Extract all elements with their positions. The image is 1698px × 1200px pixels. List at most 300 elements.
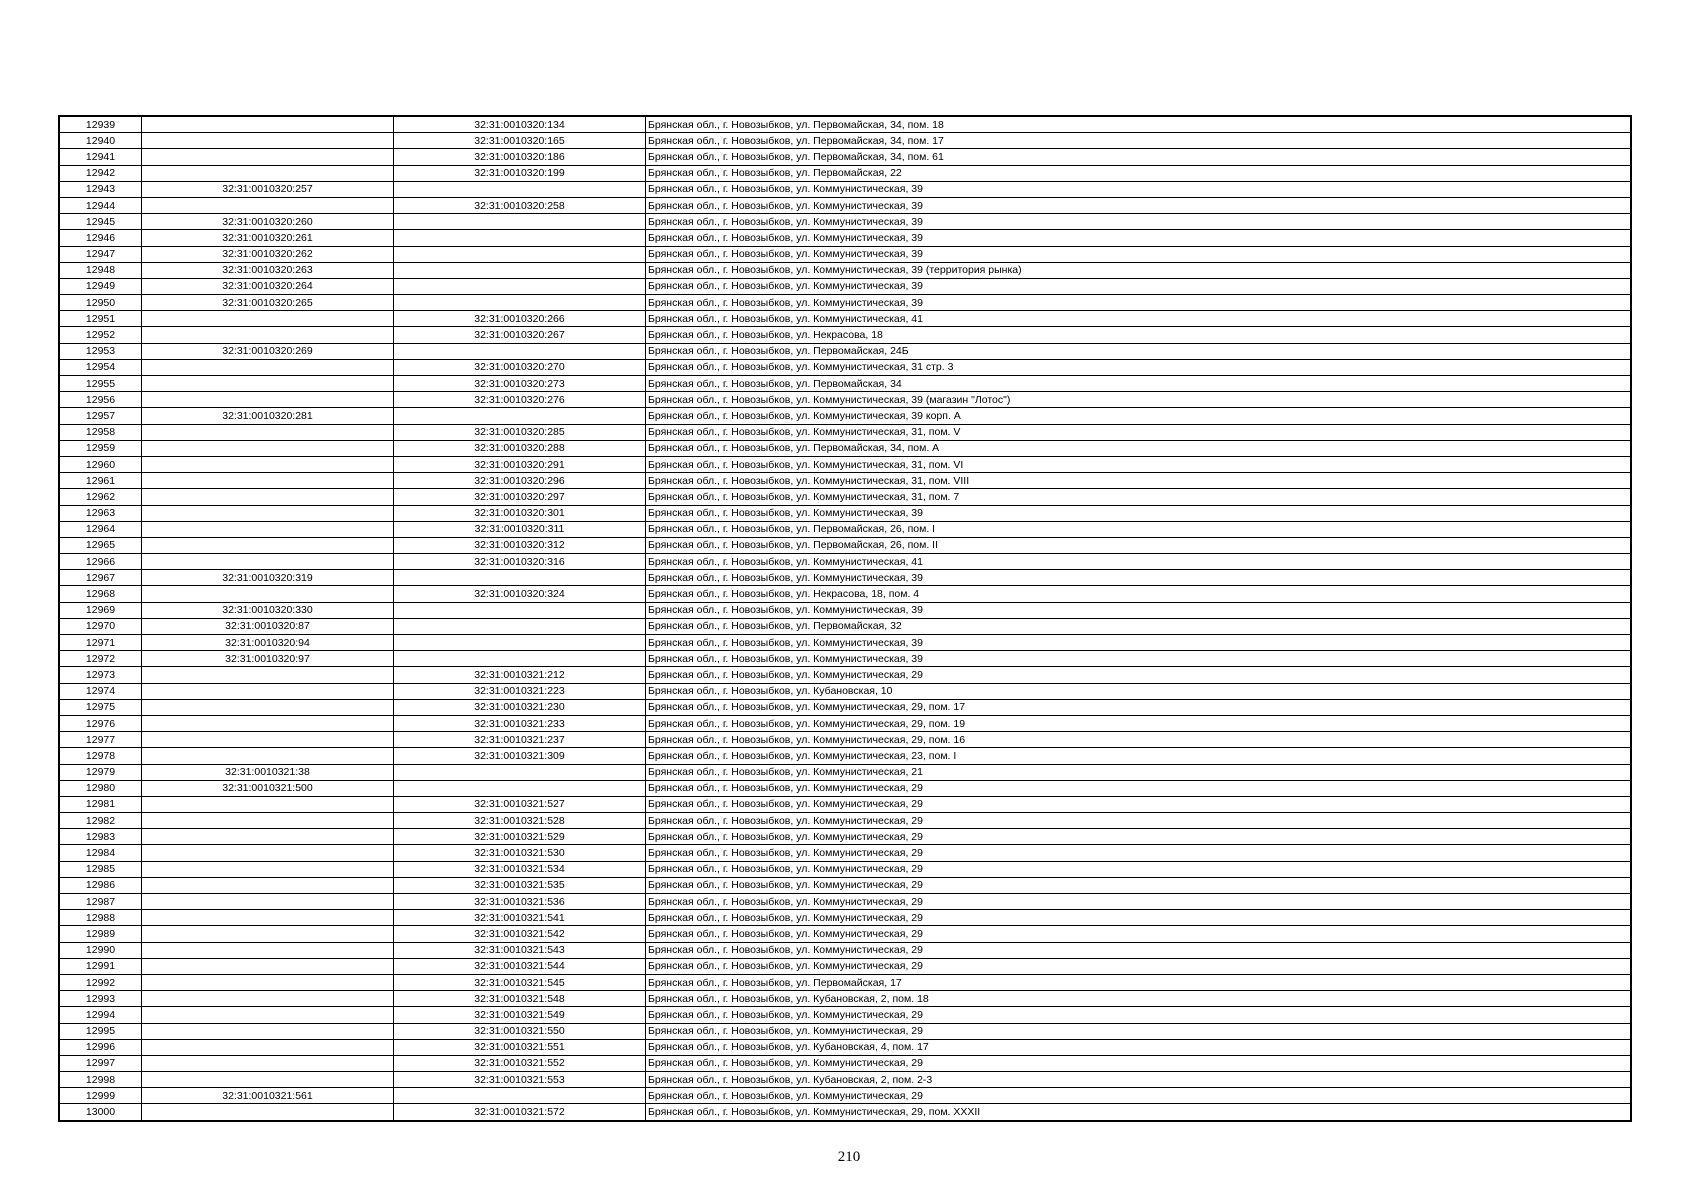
row-number-cell: 12951 [59,311,142,327]
cadastral-number-cell [142,1072,394,1088]
row-number-cell: 12976 [59,715,142,731]
table-row [59,246,1631,262]
cadastral-number-cell [142,861,394,877]
table-row [59,311,1631,327]
address-cell: Брянская обл., г. Новозыбков, ул. Коммунистическая, 31, пом. V [646,424,1632,440]
address-cell: Брянская обл., г. Новозыбков, ул. Коммунистическая, 29, пом. 17 [646,699,1632,715]
address-cell: Брянская обл., г. Новозыбков, ул. Некрасова, 18, пом. 4 [646,586,1632,602]
row-number-cell: 12955 [59,376,142,392]
cadastral-number-cell: 32:31:0010320:312 [394,537,646,553]
cadastral-number-cell [394,214,646,230]
address-cell: Брянская обл., г. Новозыбков, ул. Первомайская, 32 [646,618,1632,634]
table-row [59,392,1631,408]
cadastral-number-cell: 32:31:0010321:550 [394,1023,646,1039]
row-number-cell: 12981 [59,796,142,812]
table-row [59,748,1631,764]
address-cell: Брянская обл., г. Новозыбков, ул. Первомайская, 34, пом. А [646,440,1632,456]
table-row [59,683,1631,699]
cadastral-number-cell [394,618,646,634]
address-cell: Брянская обл., г. Новозыбков, ул. Коммунистическая, 31, пом. VIII [646,473,1632,489]
address-cell: Брянская обл., г. Новозыбков, ул. Кубановская, 2, пом. 18 [646,991,1632,1007]
row-number-cell: 12997 [59,1055,142,1071]
table-row [59,958,1631,974]
table-row [59,473,1631,489]
cadastral-number-cell [394,651,646,667]
table-row [59,780,1631,796]
row-number-cell: 12952 [59,327,142,343]
cadastral-number-cell: 32:31:0010321:544 [394,958,646,974]
address-cell: Брянская обл., г. Новозыбков, ул. Коммунистическая, 23, пом. I [646,748,1632,764]
address-cell: Брянская обл., г. Новозыбков, ул. Коммунистическая, 29 [646,1023,1632,1039]
row-number-cell: 12994 [59,1007,142,1023]
cadastral-number-cell: 32:31:0010321:548 [394,991,646,1007]
cadastral-number-cell: 32:31:0010320:262 [142,246,394,262]
address-cell: Брянская обл., г. Новозыбков, ул. Коммунистическая, 39 (магазин "Лотос") [646,392,1632,408]
table-row [59,618,1631,634]
cadastral-number-cell [142,699,394,715]
address-cell: Брянская обл., г. Новозыбков, ул. Кубановская, 10 [646,683,1632,699]
cadastral-number-cell: 32:31:0010321:552 [394,1055,646,1071]
table-row [59,1007,1631,1023]
row-number-cell: 12943 [59,181,142,197]
address-cell: Брянская обл., г. Новозыбков, ул. Первомайская, 22 [646,165,1632,181]
registry-table [58,115,1632,1122]
table-row [59,359,1631,375]
table-row [59,1072,1631,1088]
table-row [59,1104,1631,1121]
row-number-cell: 12941 [59,149,142,165]
table-row [59,1039,1631,1055]
address-cell: Брянская обл., г. Новозыбков, ул. Коммунистическая, 39 [646,278,1632,294]
address-cell: Брянская обл., г. Новозыбков, ул. Коммунистическая, 31 стр. 3 [646,359,1632,375]
cadastral-number-cell [394,262,646,278]
cadastral-number-cell [142,748,394,764]
row-number-cell: 12982 [59,813,142,829]
table-row [59,116,1631,133]
row-number-cell: 12978 [59,748,142,764]
cadastral-number-cell: 32:31:0010320:87 [142,618,394,634]
cadastral-number-cell: 32:31:0010320:316 [394,554,646,570]
row-number-cell: 12948 [59,262,142,278]
address-cell: Брянская обл., г. Новозыбков, ул. Коммунистическая, 29 [646,829,1632,845]
cadastral-number-cell [142,991,394,1007]
cadastral-number-cell [142,359,394,375]
address-cell: Брянская обл., г. Новозыбков, ул. Коммунистическая, 39 [646,635,1632,651]
address-cell: Брянская обл., г. Новозыбков, ул. Коммунистическая, 39 [646,181,1632,197]
table-row [59,489,1631,505]
cadastral-number-cell [142,829,394,845]
row-number-cell: 12995 [59,1023,142,1039]
row-number-cell: 12953 [59,343,142,359]
row-number-cell: 12990 [59,942,142,958]
registry-table-body [59,116,1631,1121]
address-cell: Брянская обл., г. Новозыбков, ул. Первомайская, 17 [646,974,1632,990]
address-cell: Брянская обл., г. Новозыбков, ул. Коммунистическая, 29 [646,1007,1632,1023]
cadastral-number-cell: 32:31:0010321:223 [394,683,646,699]
table-row [59,764,1631,780]
cadastral-number-cell [142,554,394,570]
row-number-cell: 12973 [59,667,142,683]
cadastral-number-cell: 32:31:0010320:281 [142,408,394,424]
cadastral-number-cell [142,424,394,440]
row-number-cell: 12947 [59,246,142,262]
row-number-cell: 12992 [59,974,142,990]
address-cell: Брянская обл., г. Новозыбков, ул. Коммунистическая, 29 [646,1088,1632,1104]
table-row [59,537,1631,553]
cadastral-number-cell: 32:31:0010321:541 [394,910,646,926]
cadastral-number-cell: 32:31:0010320:301 [394,505,646,521]
address-cell: Брянская обл., г. Новозыбков, ул. Коммунистическая, 39 [646,246,1632,262]
address-cell: Брянская обл., г. Новозыбков, ул. Коммунистическая, 29 [646,942,1632,958]
cadastral-number-cell: 32:31:0010320:261 [142,230,394,246]
row-number-cell: 12968 [59,586,142,602]
row-number-cell: 12988 [59,910,142,926]
address-cell: Брянская обл., г. Новозыбков, ул. Коммунистическая, 29, пом. 19 [646,715,1632,731]
cadastral-number-cell: 32:31:0010321:529 [394,829,646,845]
table-row [59,230,1631,246]
cadastral-number-cell: 32:31:0010320:257 [142,181,394,197]
cadastral-number-cell: 32:31:0010321:534 [394,861,646,877]
cadastral-number-cell: 32:31:0010321:38 [142,764,394,780]
table-row [59,376,1631,392]
address-cell: Брянская обл., г. Новозыбков, ул. Коммунистическая, 29 [646,667,1632,683]
table-row [59,877,1631,893]
address-cell: Брянская обл., г. Новозыбков, ул. Коммунистическая, 31, пом. VI [646,456,1632,472]
cadastral-number-cell [394,408,646,424]
cadastral-number-cell: 32:31:0010320:97 [142,651,394,667]
address-cell: Брянская обл., г. Новозыбков, ул. Коммунистическая, 29 [646,877,1632,893]
address-cell: Брянская обл., г. Новозыбков, ул. Коммунистическая, 31, пом. 7 [646,489,1632,505]
address-cell: Брянская обл., г. Новозыбков, ул. Коммунистическая, 41 [646,311,1632,327]
address-cell: Брянская обл., г. Новозыбков, ул. Коммунистическая, 39 [646,295,1632,311]
table-row [59,667,1631,683]
address-cell: Брянская обл., г. Новозыбков, ул. Первомайская, 34, пом. 61 [646,149,1632,165]
cadastral-number-cell: 32:31:0010321:237 [394,732,646,748]
table-row [59,845,1631,861]
cadastral-number-cell [142,505,394,521]
row-number-cell: 12949 [59,278,142,294]
address-cell: Брянская обл., г. Новозыбков, ул. Коммунистическая, 39 (территория рынка) [646,262,1632,278]
table-row [59,991,1631,1007]
cadastral-number-cell: 32:31:0010320:263 [142,262,394,278]
table-row [59,554,1631,570]
row-number-cell: 12984 [59,845,142,861]
cadastral-number-cell [394,570,646,586]
table-row [59,974,1631,990]
cadastral-number-cell [142,473,394,489]
row-number-cell: 12962 [59,489,142,505]
cadastral-number-cell: 32:31:0010321:572 [394,1104,646,1121]
row-number-cell: 12957 [59,408,142,424]
cadastral-number-cell: 32:31:0010320:266 [394,311,646,327]
cadastral-number-cell [142,440,394,456]
cadastral-number-cell [142,1104,394,1121]
address-cell: Брянская обл., г. Новозыбков, ул. Коммунистическая, 39 [646,570,1632,586]
address-cell: Брянская обл., г. Новозыбков, ул. Коммунистическая, 29 [646,958,1632,974]
page-number: 210 [837,1149,861,1165]
address-cell: Брянская обл., г. Новозыбков, ул. Коммунистическая, 29 [646,813,1632,829]
row-number-cell: 12996 [59,1039,142,1055]
address-cell: Брянская обл., г. Новозыбков, ул. Коммунистическая, 39 [646,505,1632,521]
cadastral-number-cell: 32:31:0010321:549 [394,1007,646,1023]
row-number-cell: 12987 [59,894,142,910]
cadastral-number-cell [142,149,394,165]
table-row [59,440,1631,456]
row-number-cell: 12970 [59,618,142,634]
address-cell: Брянская обл., г. Новозыбков, ул. Коммунистическая, 29 [646,1055,1632,1071]
cadastral-number-cell: 32:31:0010320:270 [394,359,646,375]
row-number-cell: 12985 [59,861,142,877]
cadastral-number-cell [142,813,394,829]
cadastral-number-cell: 32:31:0010321:545 [394,974,646,990]
table-row [59,197,1631,213]
table-row [59,521,1631,537]
address-cell: Брянская обл., г. Новозыбков, ул. Коммунистическая, 39 [646,197,1632,213]
row-number-cell: 12956 [59,392,142,408]
address-cell: Брянская обл., г. Новозыбков, ул. Первомайская, 24Б [646,343,1632,359]
cadastral-number-cell [142,133,394,149]
table-row [59,1088,1631,1104]
row-number-cell: 12972 [59,651,142,667]
cadastral-number-cell: 32:31:0010321:500 [142,780,394,796]
cadastral-number-cell [142,327,394,343]
address-cell: Брянская обл., г. Новозыбков, ул. Коммунистическая, 29, пом. XXXII [646,1104,1632,1121]
cadastral-number-cell [142,894,394,910]
cadastral-number-cell: 32:31:0010320:94 [142,635,394,651]
row-number-cell: 12946 [59,230,142,246]
cadastral-number-cell [142,489,394,505]
address-cell: Брянская обл., г. Новозыбков, ул. Коммунистическая, 29 [646,780,1632,796]
address-cell: Брянская обл., г. Новозыбков, ул. Первомайская, 34 [646,376,1632,392]
cadastral-number-cell [394,246,646,262]
cadastral-number-cell [142,942,394,958]
row-number-cell: 12999 [59,1088,142,1104]
row-number-cell: 12986 [59,877,142,893]
address-cell: Брянская обл., г. Новозыбков, ул. Кубановская, 2, пом. 2-3 [646,1072,1632,1088]
row-number-cell: 12977 [59,732,142,748]
table-row [59,813,1631,829]
address-cell: Брянская обл., г. Новозыбков, ул. Коммунистическая, 29 [646,894,1632,910]
row-number-cell: 12965 [59,537,142,553]
row-number-cell: 12950 [59,295,142,311]
cadastral-number-cell: 32:31:0010320:319 [142,570,394,586]
cadastral-number-cell [142,537,394,553]
cadastral-number-cell: 32:31:0010320:260 [142,214,394,230]
address-cell: Брянская обл., г. Новозыбков, ул. Коммунистическая, 39 [646,214,1632,230]
table-row [59,214,1631,230]
address-cell: Брянская обл., г. Новозыбков, ул. Коммунистическая, 29 [646,796,1632,812]
table-row [59,651,1631,667]
table-row [59,942,1631,958]
address-cell: Брянская обл., г. Новозыбков, ул. Первомайская, 34, пом. 18 [646,116,1632,133]
cadastral-number-cell [142,1055,394,1071]
cadastral-number-cell [142,311,394,327]
cadastral-number-cell: 32:31:0010321:542 [394,926,646,942]
row-number-cell: 12983 [59,829,142,845]
cadastral-number-cell [394,230,646,246]
cadastral-number-cell [142,456,394,472]
address-cell: Брянская обл., г. Новозыбков, ул. Коммунистическая, 29 [646,926,1632,942]
table-row [59,165,1631,181]
table-row [59,149,1631,165]
address-cell: Брянская обл., г. Новозыбков, ул. Некрасова, 18 [646,327,1632,343]
row-number-cell: 12960 [59,456,142,472]
cadastral-number-cell [394,764,646,780]
row-number-cell: 12971 [59,635,142,651]
table-row [59,570,1631,586]
cadastral-number-cell: 32:31:0010321:530 [394,845,646,861]
cadastral-number-cell [394,181,646,197]
cadastral-number-cell [394,343,646,359]
cadastral-number-cell: 32:31:0010321:528 [394,813,646,829]
address-cell: Брянская обл., г. Новозыбков, ул. Коммунистическая, 39 [646,651,1632,667]
table-row [59,327,1631,343]
table-row [59,894,1631,910]
cadastral-number-cell: 32:31:0010321:551 [394,1039,646,1055]
table-row [59,133,1631,149]
address-cell: Брянская обл., г. Новозыбков, ул. Коммунистическая, 29 [646,861,1632,877]
row-number-cell: 12980 [59,780,142,796]
cadastral-number-cell [142,926,394,942]
cadastral-number-cell [142,910,394,926]
table-row [59,1023,1631,1039]
table-row [59,602,1631,618]
cadastral-number-cell [142,521,394,537]
cadastral-number-cell [142,877,394,893]
cadastral-number-cell [142,1007,394,1023]
row-number-cell: 12966 [59,554,142,570]
cadastral-number-cell [142,667,394,683]
table-row [59,262,1631,278]
cadastral-number-cell [394,1088,646,1104]
cadastral-number-cell: 32:31:0010320:291 [394,456,646,472]
row-number-cell: 12958 [59,424,142,440]
table-row [59,796,1631,812]
cadastral-number-cell: 32:31:0010320:264 [142,278,394,294]
table-row [59,505,1631,521]
row-number-cell: 12991 [59,958,142,974]
cadastral-number-cell: 32:31:0010320:330 [142,602,394,618]
cadastral-number-cell: 32:31:0010321:212 [394,667,646,683]
cadastral-number-cell [142,958,394,974]
table-row [59,278,1631,294]
cadastral-number-cell [142,392,394,408]
cadastral-number-cell: 32:31:0010320:296 [394,473,646,489]
row-number-cell: 12974 [59,683,142,699]
table-row [59,699,1631,715]
cadastral-number-cell: 32:31:0010321:309 [394,748,646,764]
address-cell: Брянская обл., г. Новозыбков, ул. Коммунистическая, 39 [646,230,1632,246]
cadastral-number-cell [394,780,646,796]
address-cell: Брянская обл., г. Новозыбков, ул. Первомайская, 34, пом. 17 [646,133,1632,149]
cadastral-number-cell: 32:31:0010321:561 [142,1088,394,1104]
address-cell: Брянская обл., г. Новозыбков, ул. Коммунистическая, 29 [646,910,1632,926]
row-number-cell: 12998 [59,1072,142,1088]
table-row [59,829,1631,845]
table-row [59,181,1631,197]
row-number-cell: 12964 [59,521,142,537]
cadastral-number-cell [142,116,394,133]
row-number-cell: 12993 [59,991,142,1007]
cadastral-number-cell [142,586,394,602]
cadastral-number-cell: 32:31:0010321:536 [394,894,646,910]
table-row [59,456,1631,472]
table-row [59,732,1631,748]
address-cell: Брянская обл., г. Новозыбков, ул. Первомайская, 26, пом. II [646,537,1632,553]
cadastral-number-cell [142,165,394,181]
table-row [59,295,1631,311]
row-number-cell: 12959 [59,440,142,456]
cadastral-number-cell [142,683,394,699]
address-cell: Брянская обл., г. Новозыбков, ул. Коммунистическая, 29, пом. 16 [646,732,1632,748]
cadastral-number-cell [142,796,394,812]
cadastral-number-cell: 32:31:0010320:265 [142,295,394,311]
cadastral-number-cell [142,197,394,213]
cadastral-number-cell [142,1039,394,1055]
cadastral-number-cell: 32:31:0010320:285 [394,424,646,440]
row-number-cell: 12969 [59,602,142,618]
cadastral-number-cell: 32:31:0010320:258 [394,197,646,213]
table-row [59,635,1631,651]
address-cell: Брянская обл., г. Новозыбков, ул. Первомайская, 26, пом. I [646,521,1632,537]
cadastral-number-cell: 32:31:0010321:527 [394,796,646,812]
cadastral-number-cell: 32:31:0010320:267 [394,327,646,343]
address-cell: Брянская обл., г. Новозыбков, ул. Коммунистическая, 29 [646,845,1632,861]
cadastral-number-cell: 32:31:0010321:233 [394,715,646,731]
table-row [59,586,1631,602]
cadastral-number-cell: 32:31:0010320:288 [394,440,646,456]
table-row [59,926,1631,942]
cadastral-number-cell [394,635,646,651]
cadastral-number-cell: 32:31:0010321:543 [394,942,646,958]
cadastral-number-cell [394,278,646,294]
cadastral-number-cell: 32:31:0010320:311 [394,521,646,537]
table-row [59,861,1631,877]
row-number-cell: 12963 [59,505,142,521]
row-number-cell: 12939 [59,116,142,133]
cadastral-number-cell: 32:31:0010320:134 [394,116,646,133]
address-cell: Брянская обл., г. Новозыбков, ул. Коммунистическая, 39 корп. А [646,408,1632,424]
table-row [59,910,1631,926]
row-number-cell: 12979 [59,764,142,780]
cadastral-number-cell: 32:31:0010321:553 [394,1072,646,1088]
cadastral-number-cell [394,602,646,618]
cadastral-number-cell: 32:31:0010321:535 [394,877,646,893]
cadastral-number-cell: 32:31:0010320:276 [394,392,646,408]
cadastral-number-cell: 32:31:0010320:297 [394,489,646,505]
row-number-cell: 12975 [59,699,142,715]
cadastral-number-cell: 32:31:0010320:269 [142,343,394,359]
address-cell: Брянская обл., г. Новозыбков, ул. Кубановская, 4, пом. 17 [646,1039,1632,1055]
cadastral-number-cell [142,715,394,731]
cadastral-number-cell: 32:31:0010320:324 [394,586,646,602]
address-cell: Брянская обл., г. Новозыбков, ул. Коммунистическая, 39 [646,602,1632,618]
row-number-cell: 12989 [59,926,142,942]
row-number-cell: 12942 [59,165,142,181]
cadastral-number-cell: 32:31:0010320:165 [394,133,646,149]
cadastral-number-cell [142,1023,394,1039]
cadastral-number-cell [142,974,394,990]
cadastral-number-cell [142,845,394,861]
table-row [59,715,1631,731]
row-number-cell: 12940 [59,133,142,149]
row-number-cell: 12944 [59,197,142,213]
cadastral-number-cell [142,376,394,392]
table-row [59,1055,1631,1071]
table-row [59,408,1631,424]
row-number-cell: 13000 [59,1104,142,1121]
cadastral-number-cell: 32:31:0010320:273 [394,376,646,392]
